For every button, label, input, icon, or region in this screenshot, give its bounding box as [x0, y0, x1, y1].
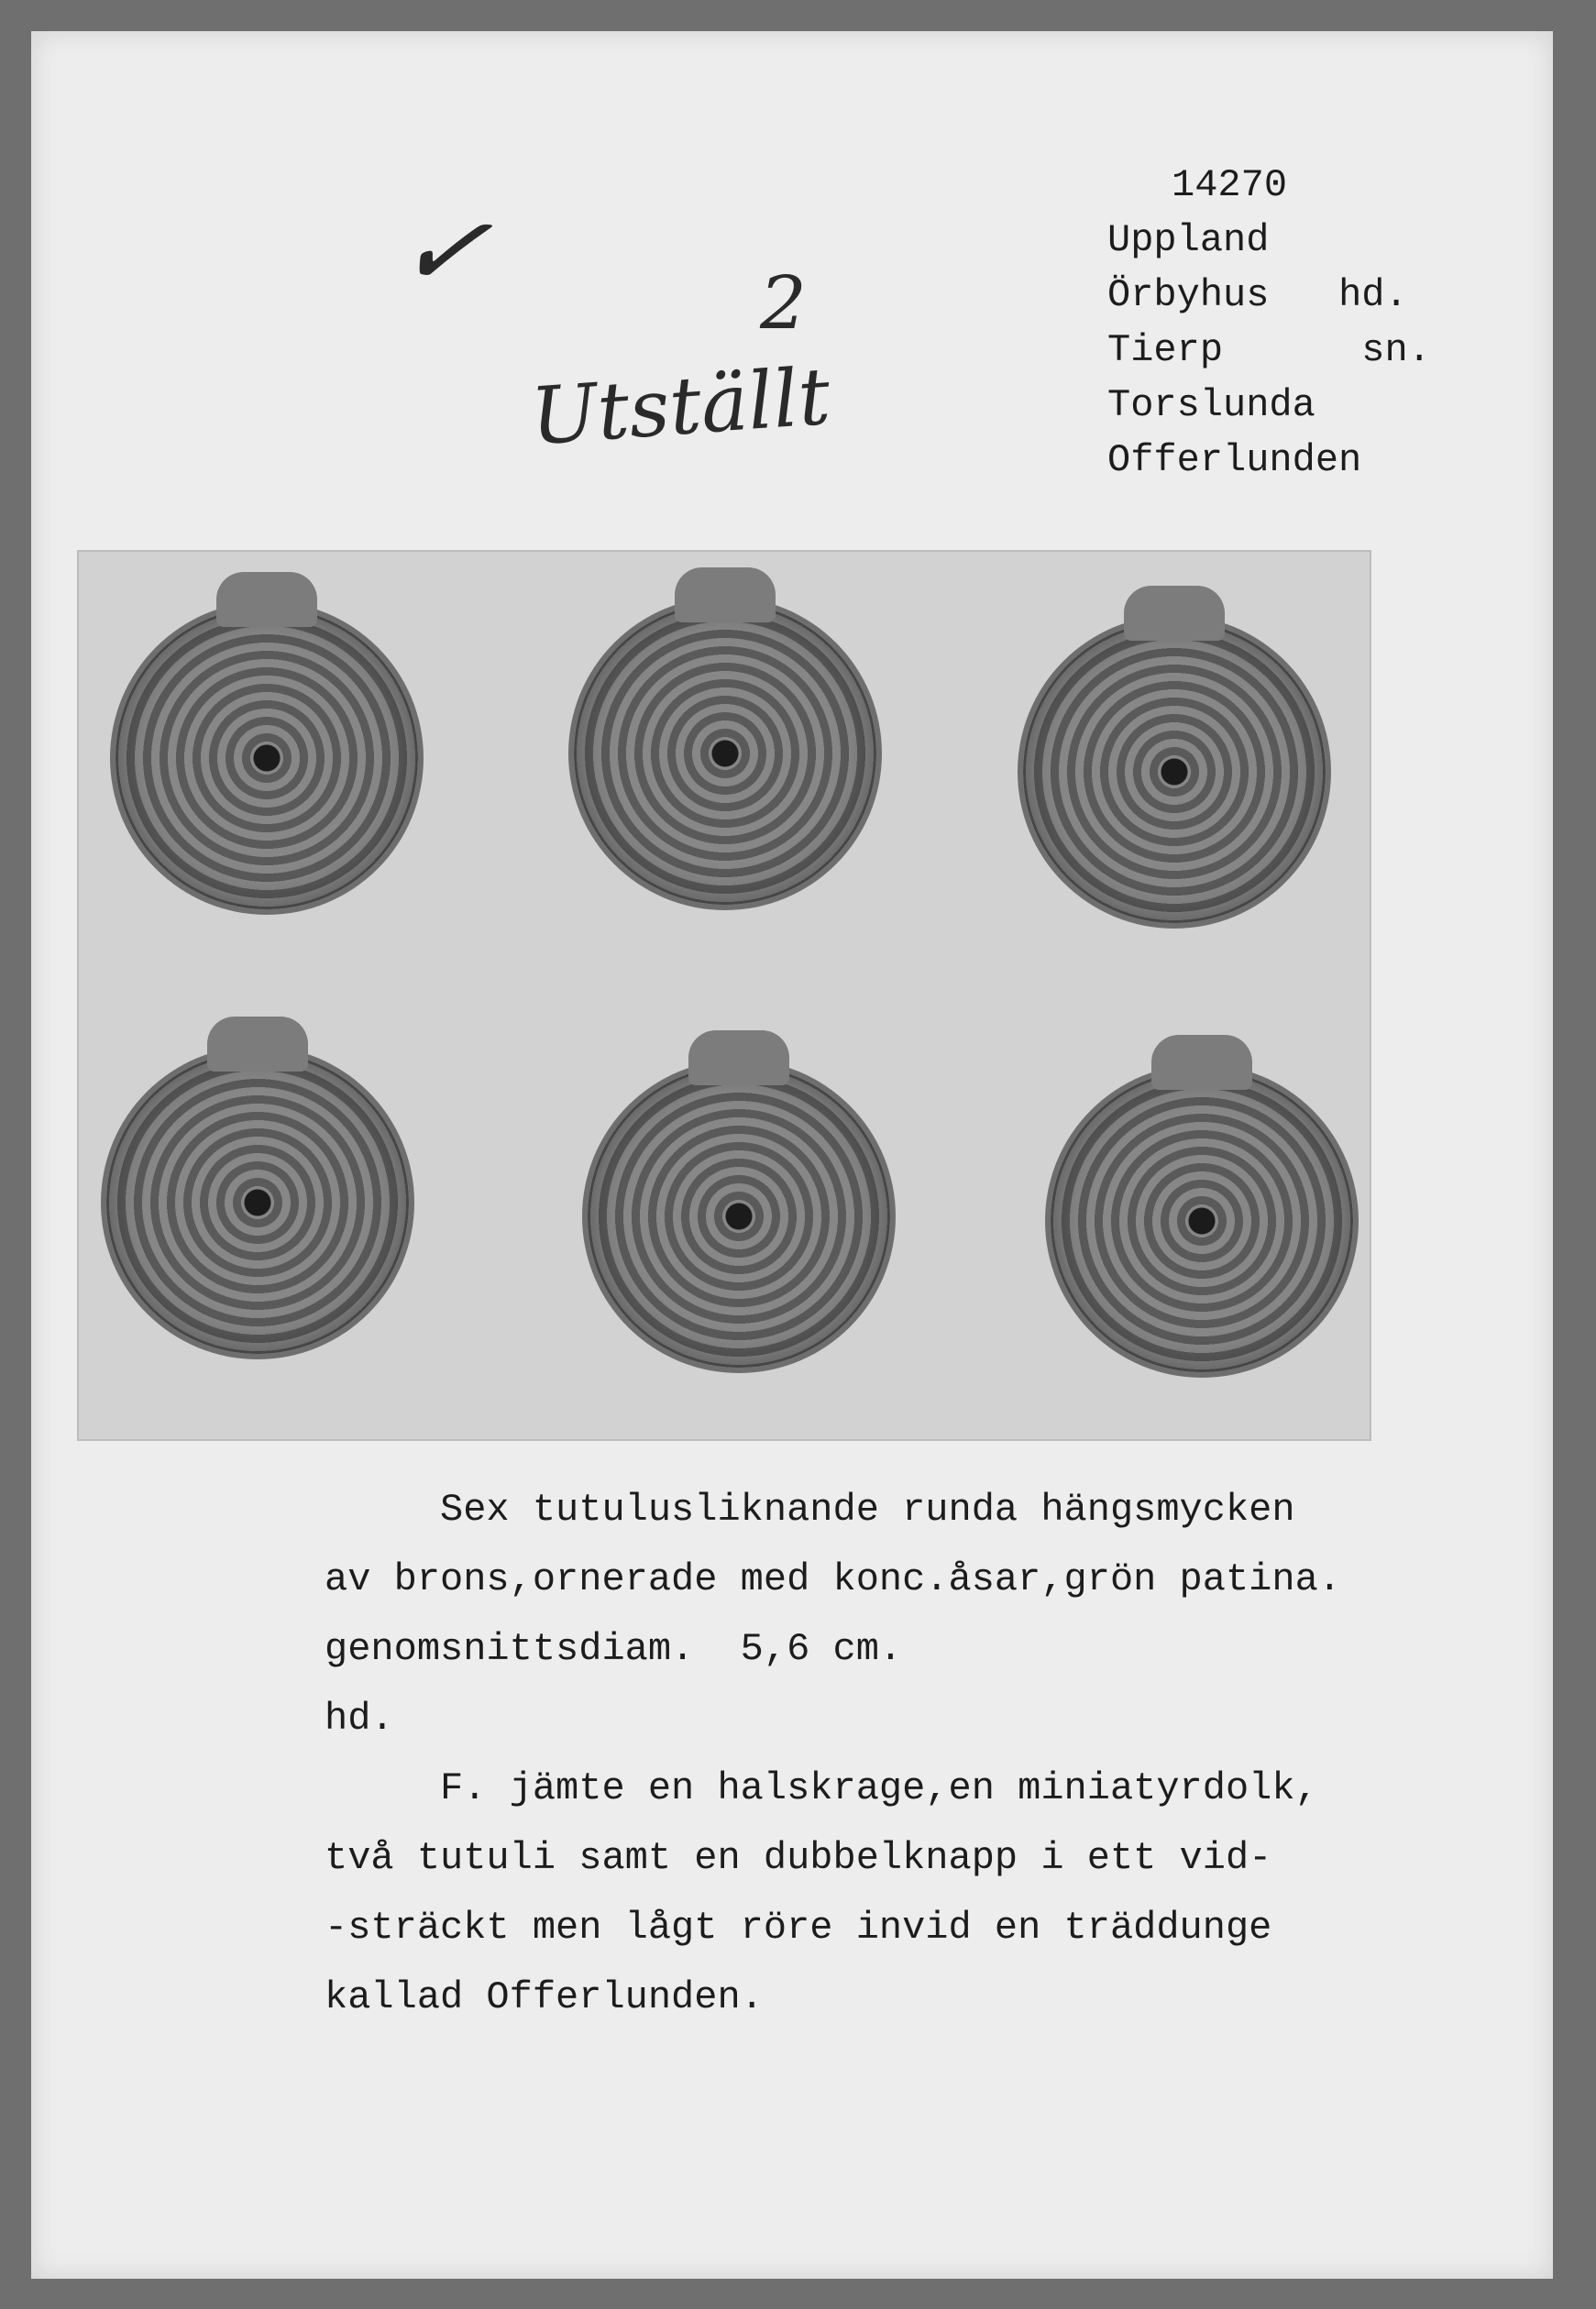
description-line: av brons,ornerade med konc.åsar,grön patina. — [325, 1557, 1341, 1601]
handwritten-checkmark: ✓ — [389, 181, 499, 321]
catalog-number: 14270 — [1172, 163, 1288, 207]
parish: Tierp — [1107, 328, 1224, 372]
hundred-row — [1107, 268, 1431, 323]
description-line: hd. — [325, 1697, 394, 1741]
village: Torslunda — [1107, 383, 1315, 427]
handwritten-note: Utställt — [527, 350, 833, 464]
pendant-4 — [106, 1051, 409, 1354]
description-line: Sex tutulusliknande runda hängsmycken — [325, 1488, 1295, 1532]
province: Uppland — [1107, 218, 1270, 262]
site: Offerlunden — [1107, 438, 1362, 482]
catalog-card — [31, 31, 1553, 2279]
description-text — [325, 1475, 1341, 2032]
catalog-header — [1107, 158, 1431, 488]
object-photograph — [77, 550, 1371, 1441]
description-line: genomsnittsdiam. 5,6 cm. — [325, 1627, 903, 1671]
pendant-3 — [1023, 621, 1326, 923]
description-line: kallad Offerlunden. — [325, 1975, 764, 2019]
parish-abbr: sn. — [1361, 328, 1431, 372]
pendant-1 — [116, 607, 418, 909]
parish-row — [1107, 323, 1431, 378]
handwritten-number: 2 — [760, 260, 807, 346]
pendant-5 — [588, 1065, 890, 1368]
pendant-2 — [574, 602, 876, 905]
description-line: -sträckt men lågt röre invid en träddunge — [325, 1906, 1272, 1950]
description-line: två tutuli samt en dubbelknapp i ett vid- — [325, 1836, 1272, 1880]
hundred-abbr: hd. — [1338, 273, 1408, 317]
description-line: F. jämte en halskrage,en miniatyrdolk, — [325, 1766, 1318, 1810]
hundred: Örbyhus — [1107, 273, 1270, 317]
pendant-6 — [1051, 1070, 1353, 1372]
